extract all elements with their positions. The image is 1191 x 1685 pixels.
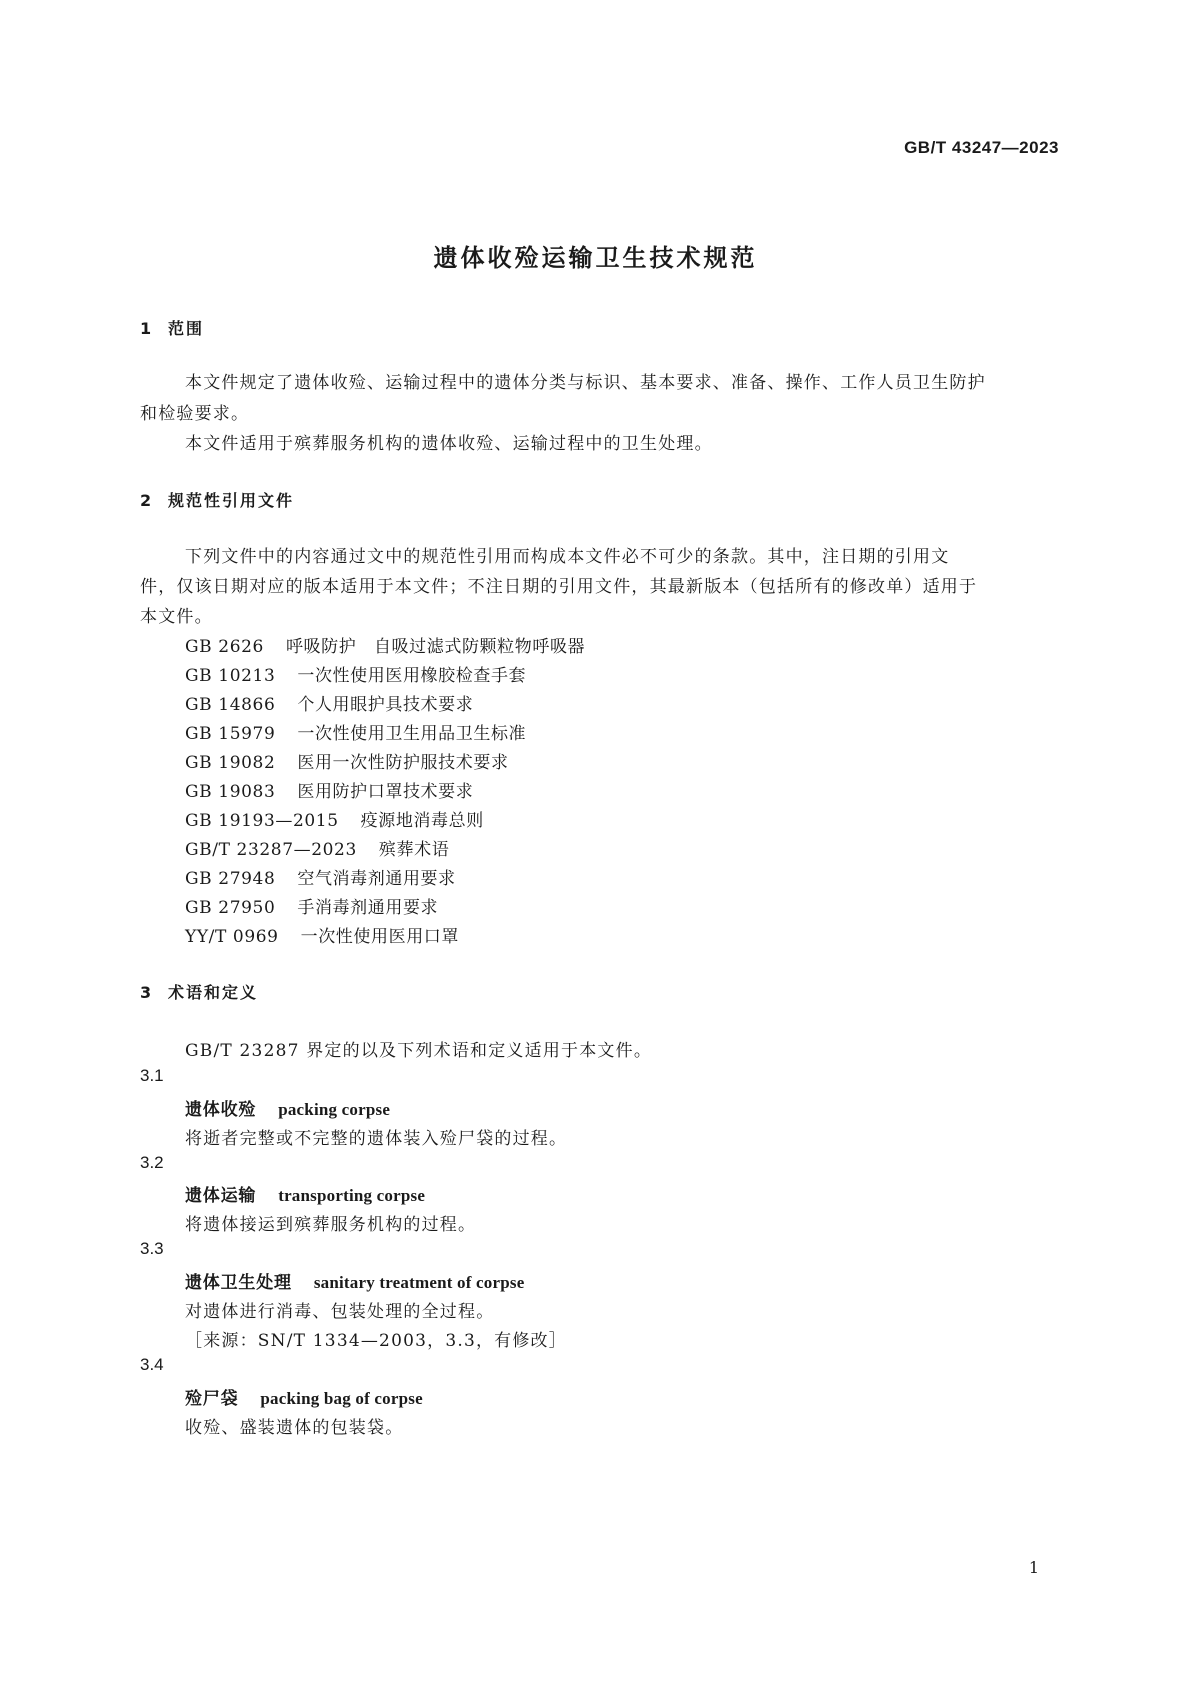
term-definition: 收殓、盛装遗体的包装袋。 [185,1418,404,1438]
normative-intro-line: 下列文件中的内容通过文中的规范性引用而构成本文件必不可少的条款。其中，注日期的引用文 [185,547,950,567]
term-definition: 对遗体进行消毒、包装处理的全过程。 [185,1302,495,1322]
term-en: packing bag of corpse [260,1389,423,1408]
terms-intro: GB/T 23287 界定的以及下列术语和定义适用于本文件。 [185,1041,653,1061]
reference-item [185,748,509,773]
term-zh: 殓尸袋 [185,1389,239,1409]
reference-item [185,922,459,947]
scope-paragraph-line: 本文件规定了遗体收殓、运输过程中的遗体分类与标识、基本要求、准备、操作、工作人员卫生防护 [185,373,986,393]
section-1-heading [140,316,204,339]
term-definition: 将遗体接运到殡葬服务机构的过程。 [185,1215,477,1235]
term-zh: 遗体收殓 [185,1100,257,1120]
section-title: 术语和定义 [168,983,259,1002]
reference-code: GB 10213 [185,666,276,686]
scope-paragraph-2: 本文件适用于殡葬服务机构的遗体收殓、运输过程中的卫生处理。 [185,434,713,454]
reference-title: 一次性使用医用口罩 [300,927,459,947]
standard-number: GB/T 43247—2023 [904,138,1059,157]
term-number: 3.2 [140,1153,164,1172]
reference-item [185,893,438,918]
document-title: 遗体收殓运输卫生技术规范 [433,244,758,272]
reference-code: GB 14866 [185,695,276,715]
term-number: 3.1 [140,1066,164,1085]
term-zh: 遗体卫生处理 [185,1273,292,1293]
term-en: sanitary treatment of corpse [313,1273,525,1292]
reference-code: GB 19193—2015 [185,811,339,831]
reference-title: 医用防护口罩技术要求 [297,782,474,802]
reference-item [185,719,526,744]
reference-code: GB/T 23287—2023 [185,840,357,860]
page-number: 1 [1028,1558,1039,1577]
reference-code: GB 19083 [185,782,276,802]
reference-code: GB 27948 [185,869,276,889]
reference-item [185,661,526,686]
reference-code: GB 2626 [185,637,264,657]
reference-title: 呼吸防护 自吸过滤式防颗粒物呼吸器 [285,637,586,657]
normative-intro-line: 本文件。 [140,607,213,627]
term-title [185,1181,425,1206]
reference-code: YY/T 0969 [185,927,279,947]
reference-title: 一次性使用医用橡胶检查手套 [297,666,527,686]
reference-item [185,806,484,831]
reference-title: 手消毒剂通用要求 [297,898,439,918]
reference-item [185,690,473,715]
reference-item [185,835,449,860]
section-number: 2 [140,491,154,510]
reference-title: 一次性使用卫生用品卫生标准 [297,724,527,744]
section-number: 1 [140,319,154,338]
section-3-heading [140,980,258,1003]
reference-item [185,777,473,802]
term-zh: 遗体运输 [185,1186,257,1206]
reference-title: 医用一次性防护服技术要求 [297,753,509,773]
term-source-note: ［来源：SN/T 1334—2003，3.3，有修改］ [185,1331,567,1351]
reference-code: GB 15979 [185,724,276,744]
term-en: packing corpse [278,1100,391,1119]
term-en: transporting corpse [278,1186,426,1205]
reference-title: 殡葬术语 [378,840,450,860]
section-title: 规范性引用文件 [168,491,295,510]
scope-paragraph-line: 和检验要求。 [140,404,250,424]
term-definition: 将逝者完整或不完整的遗体装入殓尸袋的过程。 [185,1129,568,1149]
reference-title: 疫源地消毒总则 [360,811,484,831]
term-number: 3.3 [140,1239,164,1258]
section-2-heading [140,488,294,511]
section-title: 范围 [168,319,205,338]
term-title [185,1095,390,1120]
normative-intro-line: 件，仅该日期对应的版本适用于本文件；不注日期的引用文件，其最新版本（包括所有的修改单）适用于 [140,577,978,597]
reference-item [185,864,456,889]
reference-code: GB 27950 [185,898,276,918]
reference-title: 空气消毒剂通用要求 [297,869,456,889]
term-title [185,1384,423,1409]
reference-title: 个人用眼护具技术要求 [297,695,474,715]
reference-item [185,632,585,657]
section-number: 3 [140,983,154,1002]
term-title [185,1268,524,1293]
reference-code: GB 19082 [185,753,276,773]
term-number: 3.4 [140,1355,164,1374]
